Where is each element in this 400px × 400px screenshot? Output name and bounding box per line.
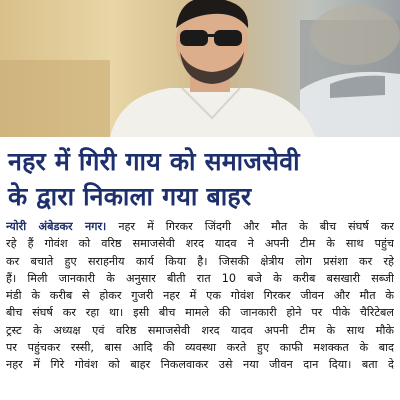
article-line-1 [6, 218, 394, 235]
article-line-6: बीच संघर्ष कर रहा था। इसी बीच मामले की जानकारी होने पर पीके चैरिटेबल [6, 306, 394, 320]
article-line-9: नहर में गिरे गोवंश को बाहर निकलवाकर उसे नया जीवन दान दिया। बता दे [6, 358, 394, 372]
headline-line-1: नहर में गिरी गाय को समाजसेवी [8, 147, 300, 176]
dateline: न्योरी अंबेडकर नगर। [6, 220, 107, 233]
article-line-3: कर बचाते हुए सराहनीय कार्य किया है। जिसकी क्षेत्रीय लोग प्रसंशा कर रहे [6, 254, 394, 268]
article-line-8: पर पहुंचकर रस्सी, बास आदि की व्यवस्था करते हुए काफी मशक्कत के बाद [6, 341, 394, 355]
article-body [6, 218, 394, 374]
article-line-1-text: नहर में गिरकर जिंदगी और मौत के बीच संघर्ष कर [106, 220, 394, 233]
article-line-2: रहे हैं गोवंश को वरिष्ठ समाजसेवी शरद यादव ने अपनी टीम के साथ पहुंच [6, 237, 394, 251]
news-photo [0, 0, 400, 137]
article-line-4: हैं। मिली जानकारी के अनुसार बीती रात 10 बजे के करीब बसखारी सब्जी [6, 271, 394, 285]
article-line-5: मंडी के करीब से होकर गुजरी नहर में एक गोवंश गिरकर जीवन और मौत के [6, 289, 394, 303]
headline [8, 144, 394, 214]
photo-illustration [0, 0, 400, 137]
headline-line-2: के द्वारा निकाला गया बाहर [8, 182, 252, 211]
article-line-7: ट्रस्ट के अध्यक्ष एवं वरिष्ठ समाजसेवी शरद यादव अपनी टीम के साथ मौके [6, 323, 394, 337]
